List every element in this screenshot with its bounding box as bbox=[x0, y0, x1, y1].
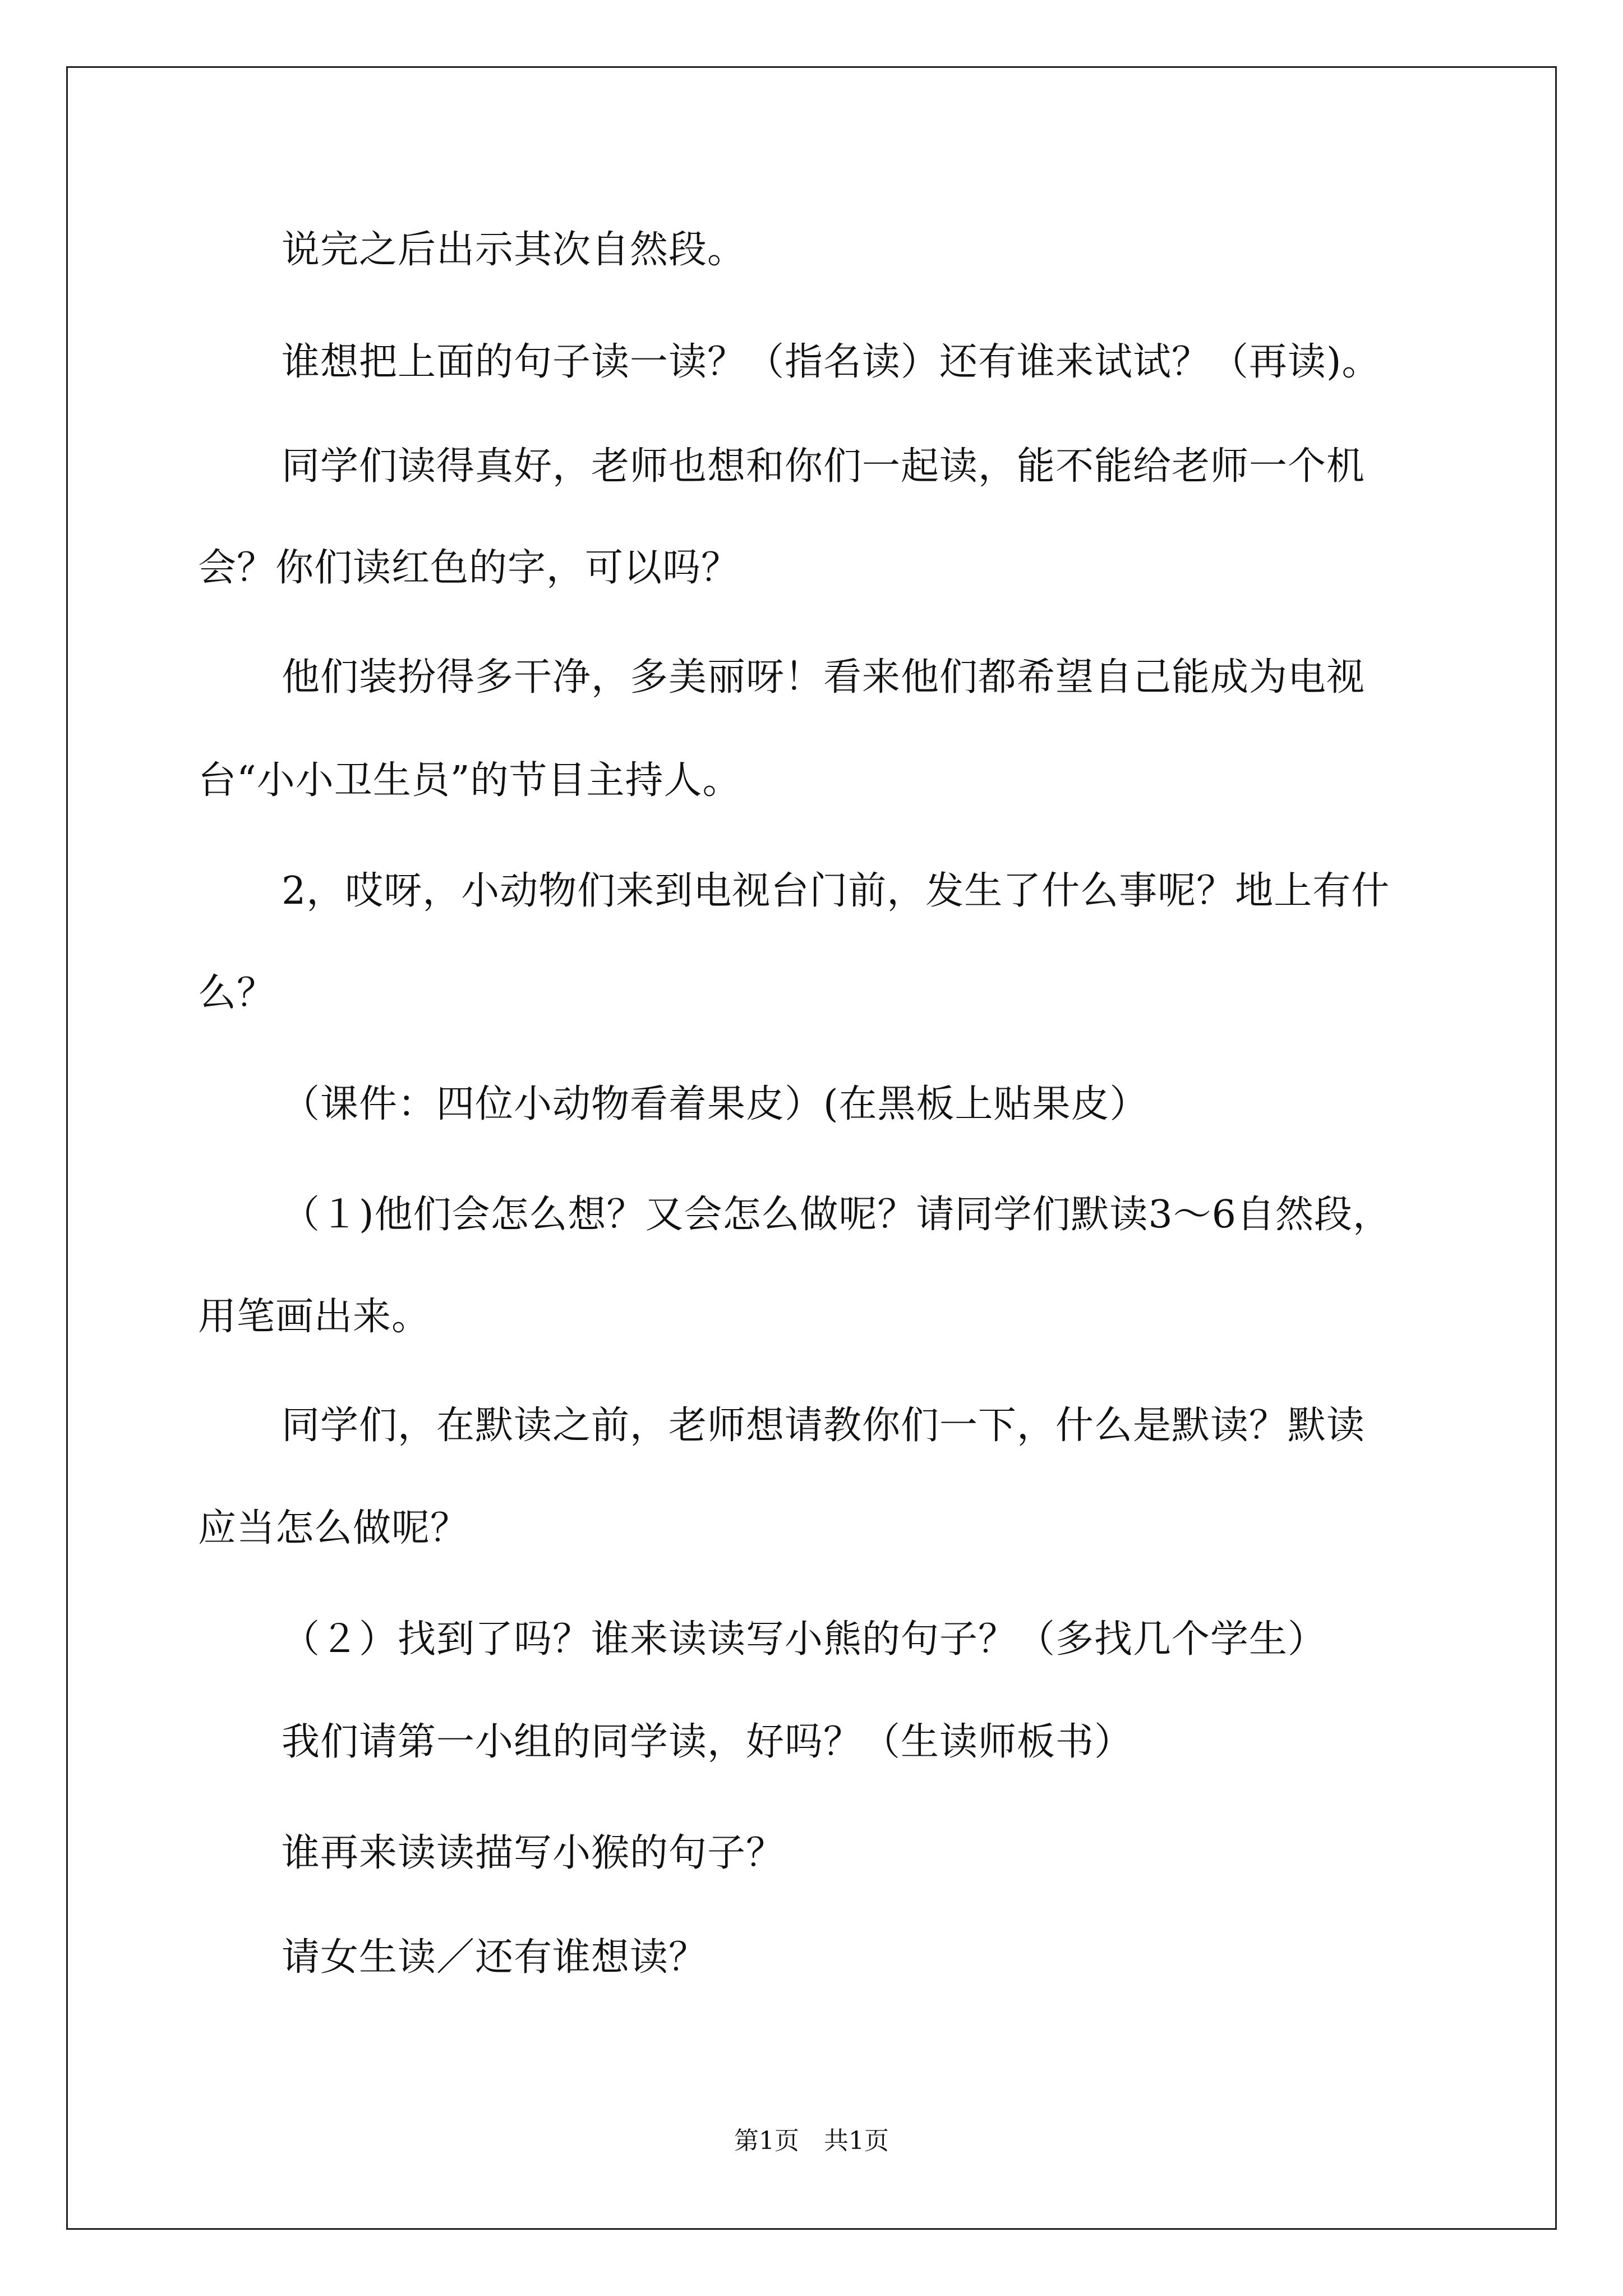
paragraph-line: 用笔画出来。 bbox=[198, 1295, 431, 1339]
paragraph-line: 同学们读得真好，老师也想和你们一起读，能不能给老师一个机 bbox=[282, 444, 1366, 489]
paragraph-line: 台“小小卫生员”的节目主持人。 bbox=[198, 758, 741, 803]
paragraph-line: （课件：四位小动物看着果皮）(在黑板上贴果皮） bbox=[282, 1082, 1149, 1126]
paragraph-line: 应当怎么做呢？ bbox=[198, 1506, 469, 1550]
paragraph-line: 同学们，在默读之前，老师想请教你们一下，什么是默读？默读 bbox=[282, 1404, 1366, 1448]
page-footer: 第1页 共1页 bbox=[734, 2127, 889, 2155]
page-border bbox=[66, 66, 1557, 2230]
paragraph-line: 谁再来读读描写小猴的句子？ bbox=[282, 1831, 785, 1875]
paragraph-line: 我们请第一小组的同学读，好吗？（生读师板书） bbox=[282, 1720, 1133, 1764]
paragraph-line: 会？你们读红色的字，可以吗？ bbox=[198, 546, 740, 590]
paragraph-line: 请女生读／还有谁想读？ bbox=[282, 1935, 708, 1980]
paragraph-line: （２）找到了吗？谁来读读写小熊的句子？（多找几个学生） bbox=[282, 1617, 1327, 1662]
paragraph-line: 他们装扮得多干净，多美丽呀！看来他们都希望自己能成为电视 bbox=[282, 655, 1366, 700]
paragraph-line: 么？ bbox=[198, 971, 276, 1015]
paragraph-line: （１)他们会怎么想？又会怎么做呢？请同学们默读3～6自然段， bbox=[282, 1193, 1392, 1237]
paragraph-line: 说完之后出示其次自然段。 bbox=[282, 228, 746, 272]
paragraph-line: 谁想把上面的句子读一读？（指名读）还有谁来试试？（再读)。 bbox=[282, 340, 1381, 384]
paragraph-line: 2，哎呀，小动物们来到电视台门前，发生了什么事呢？地上有什 bbox=[282, 869, 1390, 913]
